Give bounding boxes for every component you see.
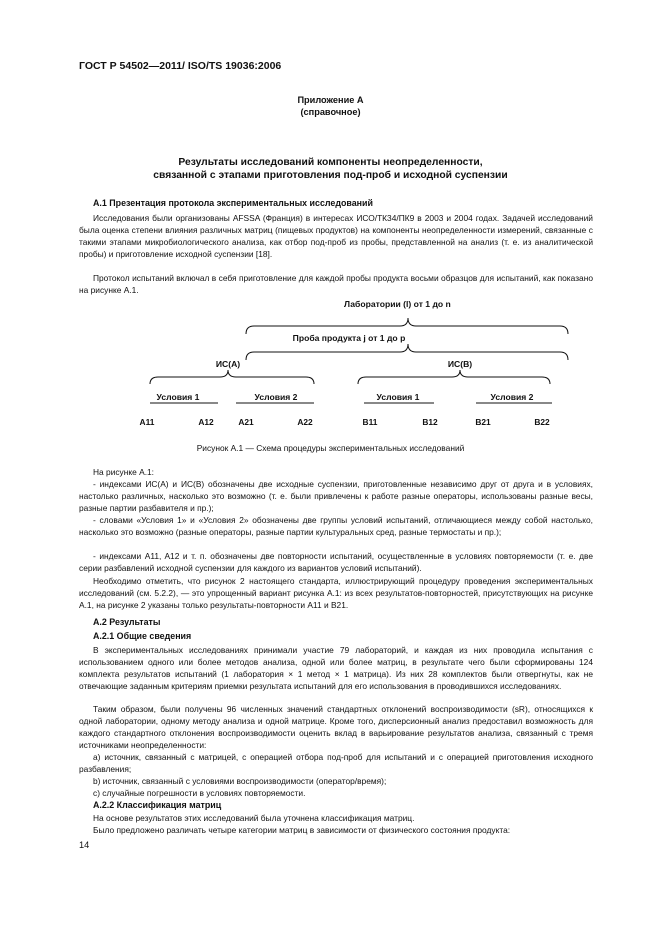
labs-label: Лаборатории (l) от 1 до n (344, 299, 451, 309)
leaf-b11: B11 (362, 417, 378, 427)
document-header: ГОСТ Р 54502—2011/ ISO/TS 19036:2006 (79, 60, 282, 72)
leaf-a21: A21 (238, 417, 254, 427)
section-a22-paragraph-1: На основе результатов этих исследований была уточнена классификация матриц. (93, 813, 415, 823)
section-a21-paragraph-2: Таким образом, были получены 96 численных значений стандартных отклонений воспроизводимости (sR), относящихся к одной лаборатории, одному методу анализа и одной матрице. Кроме того, дисперсионный анализ предоставил возможность для каждого стандартного отклонения воспроизводимости оценить вклад в варьирование результатов анализа, связанный с тремя источниками неопределенности: (79, 704, 593, 750)
labs-brace (246, 318, 568, 334)
is-b-label: ИС(В) (447, 359, 473, 369)
leaf-a11: A11 (139, 417, 155, 427)
procedure-diagram (0, 290, 661, 440)
is-a-brace (150, 370, 314, 384)
cond1-b-label: Условия 1 (376, 392, 420, 402)
main-title-line2: связанной с этапами приготовления под-проб и исходной суспензии (153, 170, 508, 181)
section-a22-paragraph-2: Было предложено различать четыре категории матриц в зависимости от физического состояния продукта: (93, 825, 511, 835)
product-sample-label: Проба продукта j от 1 до p (292, 333, 406, 343)
appendix-title: Приложение А (297, 95, 364, 105)
explanation-intro: На рисунке А.1: (93, 467, 155, 477)
explanation-item-1: - индексами ИС(А) и ИС(В) обозначены две исходные суспензии, приготовленные независимо друг от друга и в условиях, настолько различных, насколько это возможно (т. е. были привлечены к работе разные операторы, использованы разные весы, разные партии разбавителя и пр.); (79, 479, 593, 513)
explanation-item-2: - словами «Условия 1» и «Условия 2» обозначены две группы условий испытаний, отличающиеся между собой настолько, насколько это возможно (разные операторы, разные партии культуральных сред, разные термостаты и пр.); (79, 515, 593, 537)
main-title (0, 156, 661, 182)
figure-caption: Рисунок А.1 — Схема процедуры экспериментальных исследований (196, 443, 465, 453)
leaf-b22: B22 (534, 417, 550, 427)
explanation-item-3: - индексами A11, A12 и т. п. обозначены две повторности испытаний, осуществленные в условиях повторяемости (т. е. две серии разбавлений исходной суспензии для каждого из вариантов условий испытаний). (79, 551, 593, 573)
appendix-heading (0, 94, 661, 118)
leaf-a22: A22 (297, 417, 313, 427)
section-a1-heading: А.1 Презентация протокола экспериментальных исследований (93, 198, 373, 208)
section-a22-heading: А.2.2 Классификация матриц (93, 800, 222, 810)
section-a21-heading: А.2.1 Общие сведения (93, 631, 192, 641)
page-number: 14 (79, 840, 90, 850)
appendix-subtitle: (справочное) (300, 107, 361, 117)
section-a1-paragraph-2: Протокол испытаний включал в себя приготовление для каждой пробы продукта восьми образцов для испытаний, как показано на рисунке А.1. (79, 273, 593, 295)
list-item-b: b) источник, связанный с условиями воспроизводимости (оператор/время); (93, 776, 387, 786)
section-a2-heading: А.2 Результаты (93, 617, 161, 627)
is-b-brace (358, 370, 550, 384)
explanation-note: Необходимо отметить, что рисунок 2 настоящего стандарта, иллюстрирующий процедуру проведения экспериментальных исследований (см. 5.2.2), — это упрощенный вариант рисунка А.1: из всех результатов-повторностей, присутствующих на рисунке А.1, на рисунке 2 указаны только результаты-повторности A11 и B21. (79, 576, 593, 610)
product-brace (246, 344, 568, 360)
main-title-line1: Результаты исследований компоненты неопределенности, (178, 157, 483, 168)
leaf-b21: B21 (475, 417, 491, 427)
is-a-label: ИС(А) (215, 359, 241, 369)
cond1-a-label: Условия 1 (156, 392, 200, 402)
leaf-b12: B12 (422, 417, 438, 427)
cond2-a-label: Условия 2 (254, 392, 298, 402)
list-item-a: а) источник, связанный с матрицей, с операцией отбора под-проб для испытаний и с операцией приготовления исходного разбавления; (79, 752, 593, 774)
leaf-a12: A12 (198, 417, 214, 427)
list-item-c: с) случайные погрешности в условиях повторяемости. (93, 788, 306, 798)
section-a1-paragraph-1: Исследования были организованы AFSSA (Франция) в интересах ИСО/ТК34/ПК9 в 2003 и 2004 годах. Задачей исследований была оценка степени влияния различных матриц (пищевых продуктов) на компоненты неопределенности измерений, связанные с такими этапами микробиологического анализа, как отбор под-проб из пробы, представленной на анализ (т. е. из аналитической пробы) и приготовление исходной суспензии [18]. (79, 213, 593, 259)
section-a21-paragraph-1: В экспериментальных исследованиях принимали участие 79 лабораторий, и каждая из них проводила испытания с использованием одного или более методов анализа, одной или более матриц, в результате чего были сформированы 124 комплекта результатов испытаний (1 лаборатория × 1 метод × 1 матрица). Из них 28 комплектов были отвергнуты, как не отвечающие заданным критериям приемки результата испытаний для его использования в проводившихся исследованиях. (79, 645, 593, 691)
cond2-b-label: Условия 2 (490, 392, 534, 402)
